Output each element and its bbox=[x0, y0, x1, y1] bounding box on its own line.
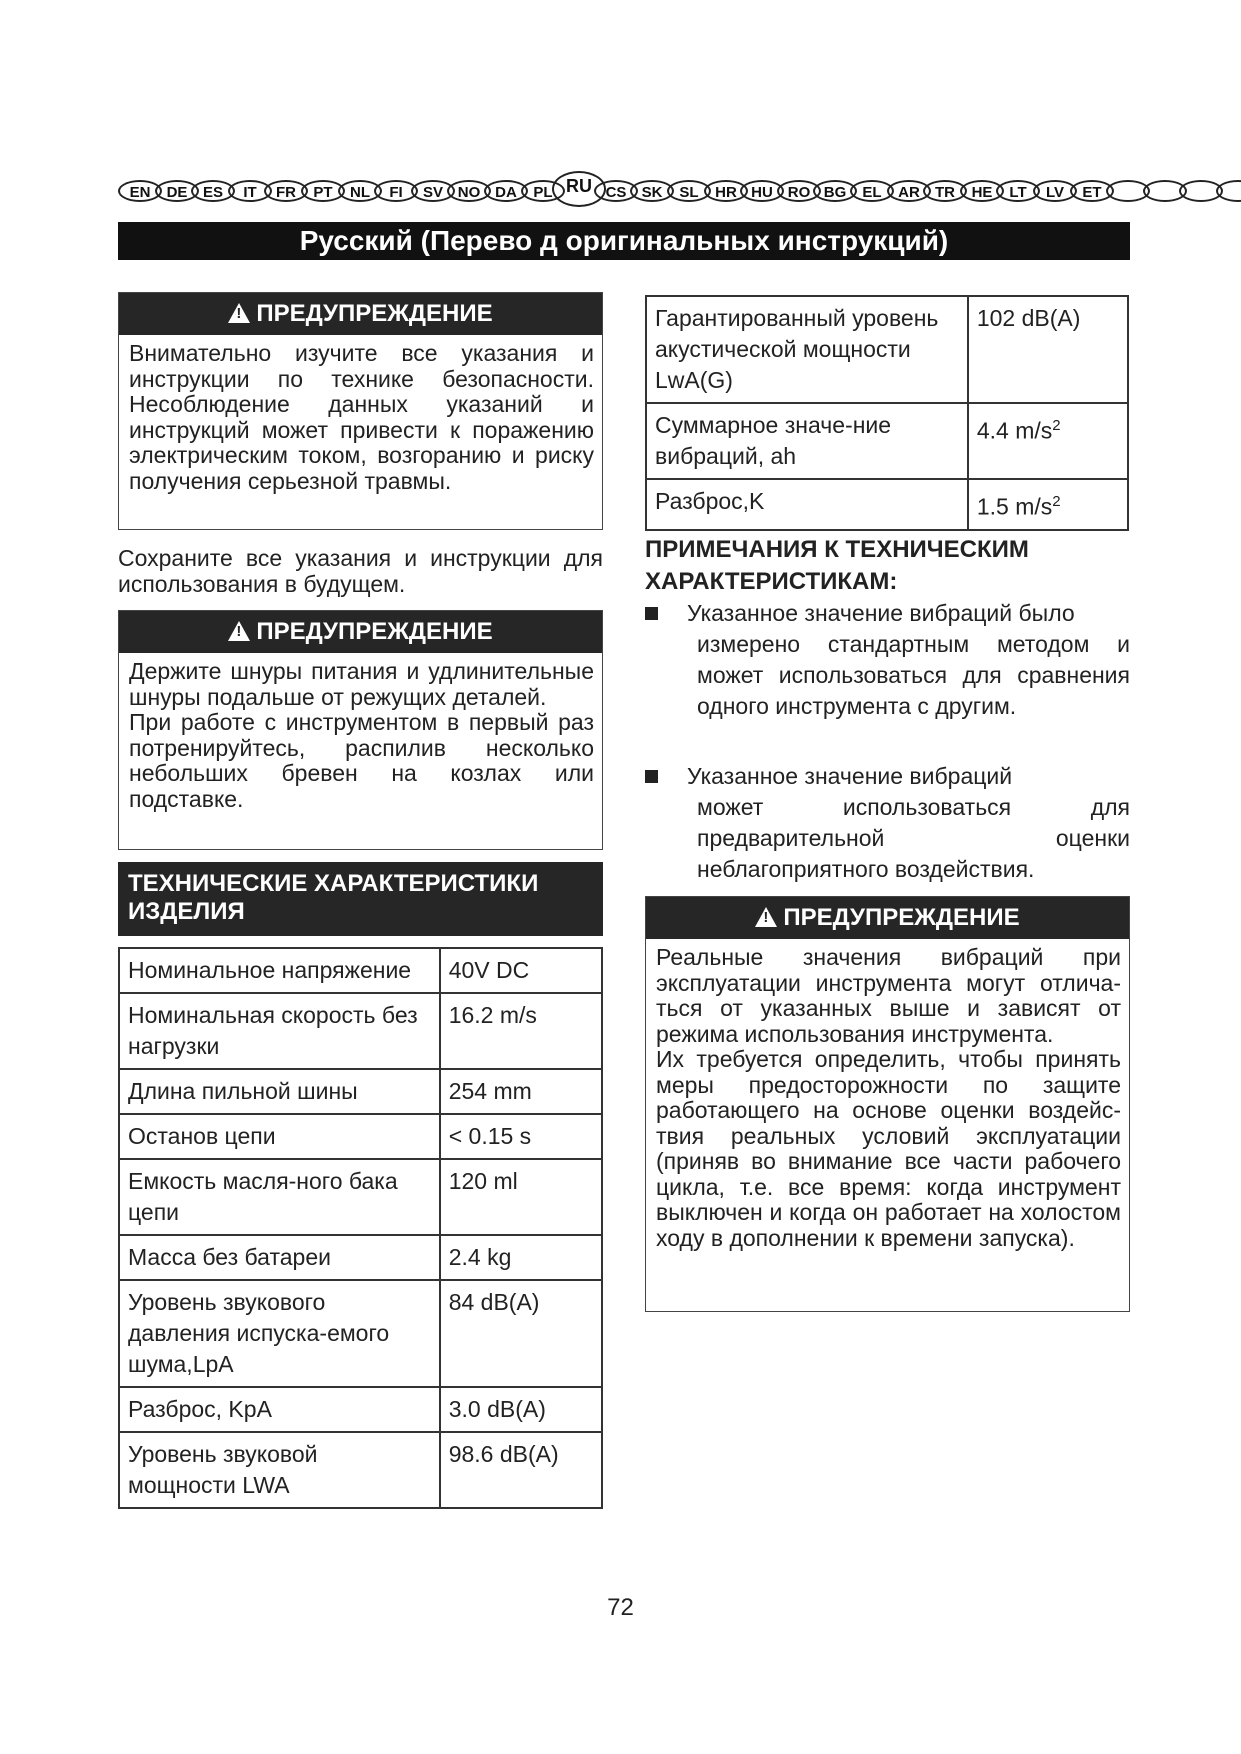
spec2-row bbox=[646, 403, 1128, 479]
spec-value-text: < 0.15 s bbox=[448, 1123, 532, 1149]
spec-row bbox=[119, 1280, 602, 1387]
spec-value-text: 102 dB(A) bbox=[976, 305, 1081, 331]
spec-value-text: 120 ml bbox=[448, 1168, 518, 1194]
language-tab-lv[interactable]: LV bbox=[1033, 180, 1077, 202]
spec2-row bbox=[646, 296, 1128, 403]
language-tab-bg[interactable]: BG bbox=[813, 180, 857, 202]
language-tab-he[interactable]: HE bbox=[960, 180, 1004, 202]
spec-label: Номинальная скорость без нагрузки bbox=[119, 993, 440, 1069]
warning-heading: ПРЕДУПРЕЖДЕНИЕ bbox=[256, 300, 493, 327]
warning-box-vibration bbox=[645, 896, 1130, 1312]
language-tab-sv[interactable]: SV bbox=[411, 180, 455, 202]
language-tab-ru[interactable]: RU bbox=[552, 171, 606, 207]
language-tab-lt[interactable]: LT bbox=[996, 180, 1040, 202]
language-tab-empty[interactable] bbox=[1216, 180, 1241, 202]
spec-label: Разброс, KpA bbox=[119, 1387, 440, 1432]
language-tab-ro[interactable]: RO bbox=[777, 180, 821, 202]
warning-paragraph: Внимательно изучите все указания и инструкции по технике безопасности. Несоблюдение данных указаний и инструкций может привести к поражению электрическим током, возгоранию и риску получения серьезной травмы. bbox=[129, 340, 594, 494]
language-tab-es[interactable]: ES bbox=[191, 180, 235, 202]
spec-value bbox=[440, 993, 602, 1069]
specs-heading: ТЕХНИЧЕСКИЕ ХАРАКТЕРИСТИКИ ИЗДЕЛИЯ bbox=[118, 862, 603, 936]
spec-label: Уровень звуковой мощности LWA bbox=[119, 1432, 440, 1508]
note-text: измерено стандартным методом и может использоваться для сравнения одного инструмента с другим. bbox=[697, 631, 1130, 719]
spec-value bbox=[968, 403, 1128, 479]
spec-row bbox=[119, 948, 602, 993]
language-tab-sl[interactable]: SL bbox=[667, 180, 711, 202]
language-tab-tr[interactable]: TR bbox=[923, 180, 967, 202]
spec-row bbox=[119, 1069, 602, 1114]
note-first-line: Указанное значение вибраций bbox=[687, 763, 1013, 789]
spec-value bbox=[440, 948, 602, 993]
language-tab-no[interactable]: NO bbox=[447, 180, 491, 202]
spec-row bbox=[119, 993, 602, 1069]
spec-label: Останов цепи bbox=[119, 1114, 440, 1159]
language-tab-nl[interactable]: NL bbox=[338, 180, 382, 202]
spec2-row bbox=[646, 479, 1128, 530]
spec-value bbox=[968, 479, 1128, 530]
warning-box-safety bbox=[118, 292, 603, 530]
language-tab-pl[interactable]: PL bbox=[521, 180, 565, 202]
spec-value bbox=[440, 1114, 602, 1159]
spec-label: Масса без батареи bbox=[119, 1235, 440, 1280]
spec-label: Гарантированный уровень акустической мощности LwA(G) bbox=[646, 296, 968, 403]
spec-value-text: 40V DC bbox=[448, 957, 530, 983]
warning-text bbox=[119, 653, 602, 818]
language-tab-it[interactable]: IT bbox=[228, 180, 272, 202]
language-tab-hr[interactable]: HR bbox=[704, 180, 748, 202]
language-tab-cs[interactable]: CS bbox=[594, 180, 638, 202]
language-tab-ar[interactable]: AR bbox=[887, 180, 931, 202]
note-item bbox=[645, 761, 1130, 882]
spec-label: Разброс,K bbox=[646, 479, 968, 530]
spec-value-text: 2.4 kg bbox=[448, 1244, 512, 1270]
warning-paragraph: Их требуется определить, чтобы принять меры предосторожности по защите работающего на основе оценки воздейс-твия реальных условий эксплуатации (приняв во внимание все части рабочего цикла, т.е. все время: когда инструмент выключен и когда он работает на холостом ходу в дополнении к времени запуска). bbox=[656, 1046, 1121, 1251]
spec-row bbox=[119, 1387, 602, 1432]
warning-header bbox=[119, 293, 602, 335]
spec-value-exponent: 2 bbox=[1052, 417, 1061, 434]
page-number: 72 bbox=[607, 1594, 634, 1621]
spec-value-text: 16.2 m/s bbox=[448, 1002, 537, 1028]
note-text: может использоваться для предварительной оценки неблагоприятного воздействия. bbox=[697, 794, 1130, 882]
notes-heading: ПРИМЕЧАНИЯ К ТЕХНИЧЕСКИМ ХАРАКТЕРИСТИКАМ: bbox=[645, 536, 1029, 595]
spec-value bbox=[440, 1280, 602, 1387]
spec-value-text: 1.5 m/s bbox=[976, 493, 1053, 520]
language-tab-et[interactable]: ET bbox=[1070, 180, 1114, 202]
spec-value-text: 254 mm bbox=[448, 1078, 532, 1104]
spec-row bbox=[119, 1235, 602, 1280]
specs-table bbox=[118, 947, 603, 1509]
warning-text bbox=[119, 335, 602, 500]
specs-table-continued bbox=[645, 295, 1129, 531]
bullet-square-icon bbox=[645, 607, 658, 620]
language-tab-sk[interactable]: SK bbox=[630, 180, 674, 202]
warning-header bbox=[646, 897, 1129, 939]
spec-value-text: 4.4 m/s bbox=[976, 417, 1053, 444]
page-title: Русский (Перево д оригинальных инструкций) bbox=[118, 222, 1130, 260]
spec-label: Номинальное напряжение bbox=[119, 948, 440, 993]
spec-value-text: 3.0 dB(A) bbox=[448, 1396, 546, 1422]
language-tab-hu[interactable]: HU bbox=[740, 180, 784, 202]
note-item bbox=[645, 598, 1130, 728]
spec-value-exponent: 2 bbox=[1052, 493, 1061, 510]
spec-value bbox=[440, 1235, 602, 1280]
spec-value bbox=[440, 1069, 602, 1114]
spec-value bbox=[440, 1387, 602, 1432]
spec-label: Емкость масля-ного бака цепи bbox=[119, 1159, 440, 1235]
warning-paragraph: Держите шнуры питания и удлинительные шнуры подальше от режущих деталей. bbox=[129, 658, 594, 710]
language-tab-fi[interactable]: FI bbox=[374, 180, 418, 202]
spec-label: Уровень звукового давления испуска-емого шума,LpA bbox=[119, 1280, 440, 1387]
language-tab-fr[interactable]: FR bbox=[264, 180, 308, 202]
spec-row bbox=[119, 1432, 602, 1508]
language-tab-el[interactable]: EL bbox=[850, 180, 894, 202]
spec-value bbox=[440, 1432, 602, 1508]
warning-header bbox=[119, 611, 602, 653]
spec-row bbox=[119, 1114, 602, 1159]
language-tab-pt[interactable]: PT bbox=[301, 180, 345, 202]
language-tab-da[interactable]: DA bbox=[484, 180, 528, 202]
warning-icon bbox=[755, 907, 777, 927]
warning-paragraph: Реальные значения вибраций при эксплуатации инструмента могут отлича-ться от указанных выше и зависят от режима использования инструмента. bbox=[656, 944, 1121, 1047]
note-first-line: Указанное значение вибраций было bbox=[687, 600, 1075, 626]
warning-icon bbox=[228, 621, 250, 641]
language-tab-de[interactable]: DE bbox=[155, 180, 199, 202]
spec-label: Длина пильной шины bbox=[119, 1069, 440, 1114]
spec-value bbox=[440, 1159, 602, 1235]
warning-box-cords bbox=[118, 610, 603, 850]
warning-heading: ПРЕДУПРЕЖДЕНИЕ bbox=[256, 618, 493, 645]
spec-row bbox=[119, 1159, 602, 1235]
language-bar bbox=[118, 176, 1130, 208]
warning-paragraph: При работе с инструментом в первый раз потренируйтесь, распилив несколько небольших бревен на козлах или подставке. bbox=[129, 709, 594, 812]
spec-value-text: 84 dB(A) bbox=[448, 1289, 540, 1315]
bullet-square-icon bbox=[645, 770, 658, 783]
spec-value bbox=[968, 296, 1128, 403]
spec-value-text: 98.6 dB(A) bbox=[448, 1441, 559, 1467]
warning-icon bbox=[228, 303, 250, 323]
warning-text bbox=[646, 939, 1129, 1257]
spec-label: Суммарное значе-ние вибраций, ah bbox=[646, 403, 968, 479]
save-note: Сохраните все указания и инструкции для использования в будущем. bbox=[118, 545, 603, 597]
warning-heading: ПРЕДУПРЕЖДЕНИЕ bbox=[783, 904, 1020, 931]
language-tab-en[interactable]: EN bbox=[118, 180, 162, 202]
